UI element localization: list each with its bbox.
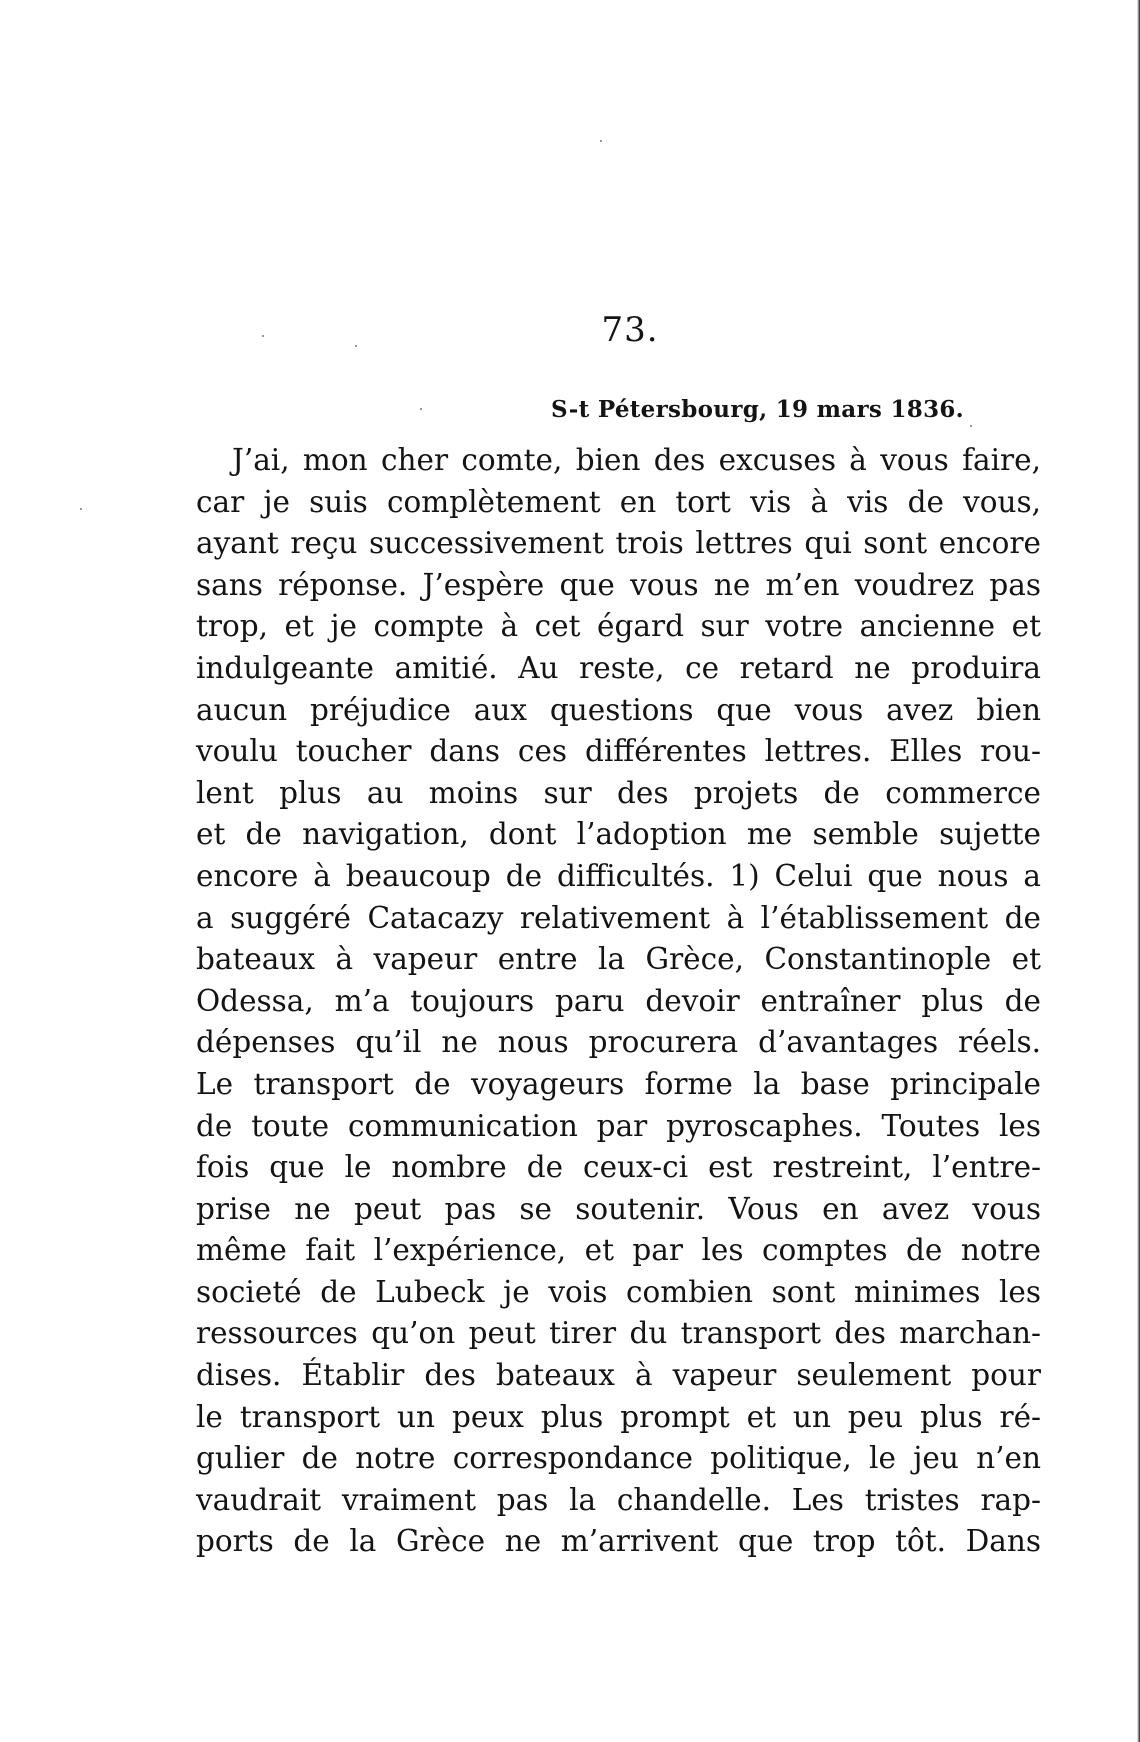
scan-speck	[970, 425, 972, 427]
text-line: ayant reçu successivement trois lettres qui sont encore	[196, 526, 1041, 561]
scan-speck	[420, 408, 422, 410]
text-line: bateaux à vapeur entre la Grèce, Constantinople et	[196, 942, 1041, 977]
text-line: lent plus au moins sur des projets de commerce	[196, 775, 1041, 810]
text-line: a suggéré Catacazy relativement à l’établissement de	[196, 900, 1041, 935]
text-line: ports de la Grèce ne m’arrivent que trop tôt. Dans	[196, 1524, 1041, 1559]
text-line: même fait l’expérience, et par les comptes de notre	[196, 1233, 1041, 1268]
text-line: car je suis complètement en tort vis à vis de vous,	[196, 484, 1041, 519]
text-line: vaudrait vraiment pas la chandelle. Les tristes rap-	[196, 1482, 1041, 1517]
text-line: le transport un peux plus prompt et un peu plus ré-	[196, 1399, 1041, 1434]
scan-speck	[600, 140, 602, 142]
text-line: Le transport de voyageurs forme la base principale	[196, 1066, 1041, 1101]
text-line: J’ai, mon cher comte, bien des excuses à vous faire,	[232, 443, 1041, 477]
letter-body	[196, 440, 1041, 1563]
text-line: prise ne peut pas se soutenir. Vous en avez vous	[196, 1191, 1041, 1226]
text-line: Odessa, m’a toujours paru devoir entraîner plus de	[196, 983, 1041, 1018]
text-line: de toute communication par pyroscaphes. Toutes les	[196, 1108, 1041, 1143]
text-line: encore à beaucoup de difficultés. 1) Celui que nous a	[196, 858, 1041, 893]
text-line: gulier de notre correspondance politique, le jeu n’en	[196, 1441, 1041, 1476]
text-line: indulgeante amitié. Au reste, ce retard ne produira	[196, 650, 1041, 685]
text-line: et de navigation, dont l’adoption me semble sujette	[196, 817, 1041, 852]
text-line: aucun préjudice aux questions que vous avez bien	[196, 692, 1041, 727]
text-line: trop, et je compte à cet égard sur votre ancienne et	[196, 609, 1041, 644]
letter-number: 73.	[601, 310, 659, 350]
text-line: dépenses qu’il ne nous procurera d’avantages réels.	[196, 1025, 1041, 1060]
text-line: sans réponse. J’espère que vous ne m’en voudrez pas	[196, 567, 1041, 602]
text-line: ressources qu’on peut tirer du transport des marchan-	[196, 1316, 1041, 1351]
dateline: S-t Pétersbourg, 19 mars 1836.	[551, 396, 964, 423]
text-line: dises. Établir des bateaux à vapeur seulement pour	[196, 1358, 1041, 1393]
text-line: voulu toucher dans ces différentes lettres. Elles rou-	[196, 734, 1041, 769]
scan-speck	[80, 508, 82, 510]
text-line: societé de Lubeck je vois combien sont minimes les	[196, 1274, 1041, 1309]
text-line: fois que le nombre de ceux-ci est restreint, l’entre-	[196, 1150, 1041, 1185]
